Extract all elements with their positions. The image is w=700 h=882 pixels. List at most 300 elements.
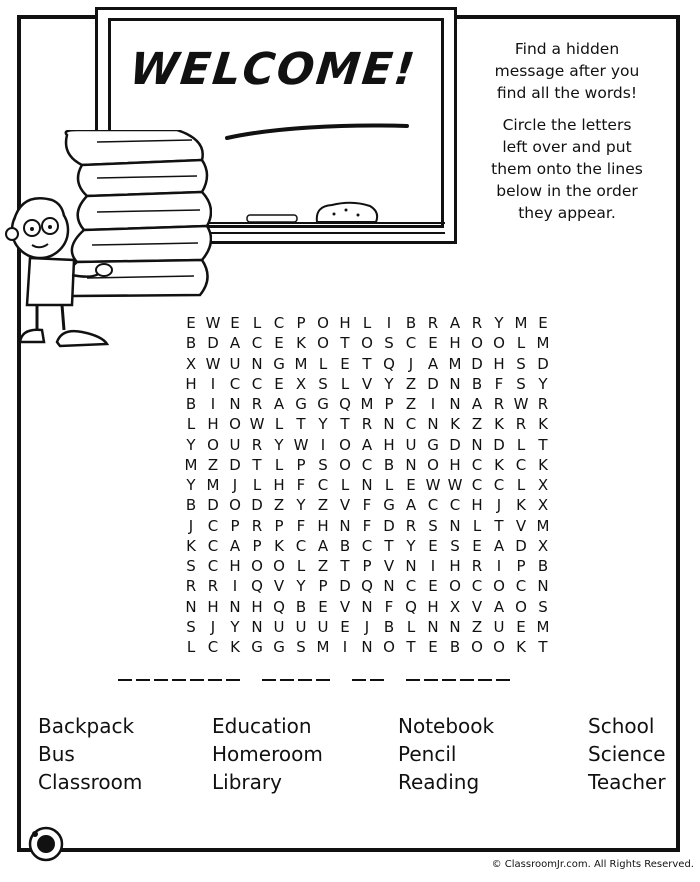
grid-letter[interactable]: X xyxy=(537,476,549,494)
grid-letter[interactable]: Y xyxy=(186,476,196,494)
grid-letter[interactable]: L xyxy=(406,617,416,636)
grid-letter[interactable]: N xyxy=(361,638,373,656)
grid-letter[interactable]: T xyxy=(362,354,372,373)
grid-letter[interactable]: H xyxy=(207,415,219,434)
grid-letter[interactable]: J xyxy=(188,516,194,535)
grid-letter[interactable]: D xyxy=(471,354,483,373)
grid-letter[interactable]: L xyxy=(362,314,372,332)
grid-letter[interactable]: L xyxy=(252,476,262,494)
grid-letter[interactable]: G xyxy=(383,496,395,515)
grid-letter[interactable]: G xyxy=(273,354,285,373)
grid-letter[interactable]: O xyxy=(383,638,395,656)
grid-letter[interactable]: M xyxy=(184,455,198,474)
grid-letter[interactable]: F xyxy=(362,516,372,535)
grid-letter[interactable]: L xyxy=(274,455,284,474)
grid-letter[interactable]: C xyxy=(295,536,307,555)
grid-letter[interactable]: A xyxy=(427,354,439,373)
answer-blank[interactable] xyxy=(136,679,150,681)
grid-letter[interactable]: R xyxy=(493,395,505,413)
grid-letter[interactable]: G xyxy=(317,395,329,413)
answer-blank[interactable] xyxy=(478,679,492,681)
grid-letter[interactable]: B xyxy=(383,617,395,636)
grid-letter[interactable]: D xyxy=(383,516,395,535)
grid-letter[interactable]: C xyxy=(361,536,373,555)
grid-letter[interactable]: O xyxy=(471,638,483,656)
grid-letter[interactable]: M xyxy=(536,617,550,636)
grid-letter[interactable]: O xyxy=(317,314,329,332)
grid-letter[interactable]: N xyxy=(449,374,461,393)
grid-letter[interactable]: Q xyxy=(339,395,351,413)
grid-letter[interactable]: C xyxy=(471,455,483,474)
grid-letter[interactable]: O xyxy=(229,415,241,434)
grid-letter[interactable]: M xyxy=(360,395,374,413)
grid-letter[interactable]: S xyxy=(516,354,526,373)
grid-letter[interactable]: K xyxy=(516,496,526,515)
grid-letter[interactable]: P xyxy=(318,577,328,596)
grid-letter[interactable]: I xyxy=(232,577,238,596)
grid-letter[interactable]: S xyxy=(516,374,526,393)
grid-letter[interactable]: X xyxy=(185,354,197,373)
grid-letter[interactable]: H xyxy=(185,374,197,393)
answer-blank[interactable] xyxy=(172,679,186,681)
answer-blank[interactable] xyxy=(208,679,222,681)
grid-letter[interactable]: D xyxy=(449,435,461,454)
answer-blank[interactable] xyxy=(226,679,240,681)
grid-letter[interactable]: J xyxy=(364,617,370,636)
grid-letter[interactable]: K xyxy=(296,334,306,353)
grid-letter[interactable]: N xyxy=(427,415,439,434)
grid-letter[interactable]: C xyxy=(515,455,527,474)
grid-letter[interactable]: O xyxy=(339,435,351,454)
grid-letter[interactable]: I xyxy=(386,314,392,332)
grid-letter[interactable]: N xyxy=(361,476,373,494)
grid-letter[interactable]: K xyxy=(538,415,548,434)
grid-letter[interactable]: U xyxy=(493,617,505,636)
grid-letter[interactable]: C xyxy=(515,577,527,596)
grid-letter[interactable]: Z xyxy=(405,395,417,413)
answer-blank[interactable] xyxy=(352,679,366,681)
answer-blank[interactable] xyxy=(460,679,474,681)
grid-letter[interactable]: U xyxy=(229,435,241,454)
grid-letter[interactable]: Y xyxy=(494,314,504,332)
grid-letter[interactable]: S xyxy=(318,455,328,474)
grid-letter[interactable]: S xyxy=(186,617,196,636)
grid-letter[interactable]: K xyxy=(274,536,284,555)
grid-letter[interactable]: R xyxy=(251,435,263,454)
grid-letter[interactable]: E xyxy=(340,354,350,373)
grid-letter[interactable]: D xyxy=(493,435,505,454)
grid-letter[interactable]: C xyxy=(207,638,219,656)
grid-letter[interactable]: B xyxy=(295,597,307,616)
grid-letter[interactable]: R xyxy=(361,415,373,434)
grid-letter[interactable]: N xyxy=(361,597,373,616)
grid-letter[interactable]: V xyxy=(471,597,483,616)
grid-letter[interactable]: W xyxy=(205,354,221,373)
grid-letter[interactable]: X xyxy=(537,496,549,515)
grid-letter[interactable]: E xyxy=(538,314,548,332)
grid-letter[interactable]: S xyxy=(538,597,548,616)
grid-letter[interactable]: P xyxy=(296,314,306,332)
grid-letter[interactable]: R xyxy=(427,314,439,332)
grid-letter[interactable]: W xyxy=(205,314,221,332)
grid-letter[interactable]: A xyxy=(229,334,241,353)
grid-letter[interactable]: C xyxy=(251,374,263,393)
grid-letter[interactable]: V xyxy=(273,577,285,596)
grid-letter[interactable]: I xyxy=(210,395,216,413)
grid-letter[interactable]: M xyxy=(536,516,550,535)
grid-letter[interactable]: T xyxy=(340,557,350,575)
grid-letter[interactable]: O xyxy=(361,334,373,353)
grid-letter[interactable]: H xyxy=(449,557,461,575)
grid-letter[interactable]: N xyxy=(449,516,461,535)
grid-letter[interactable]: K xyxy=(494,415,504,434)
grid-letter[interactable]: D xyxy=(251,496,263,515)
grid-letter[interactable]: R xyxy=(515,415,527,434)
answer-blank[interactable] xyxy=(442,679,456,681)
grid-letter[interactable]: H xyxy=(493,354,505,373)
grid-letter[interactable]: A xyxy=(471,395,483,413)
grid-letter[interactable]: U xyxy=(229,354,241,373)
grid-letter[interactable]: H xyxy=(207,597,219,616)
grid-letter[interactable]: O xyxy=(339,455,351,474)
grid-letter[interactable]: C xyxy=(207,516,219,535)
grid-letter[interactable]: C xyxy=(207,557,219,575)
grid-letter[interactable]: N xyxy=(449,395,461,413)
grid-letter[interactable]: N xyxy=(251,617,263,636)
grid-letter[interactable]: W xyxy=(249,415,265,434)
grid-letter[interactable]: L xyxy=(296,557,306,575)
grid-letter[interactable]: I xyxy=(430,395,436,413)
grid-letter[interactable]: W xyxy=(293,435,309,454)
grid-letter[interactable]: R xyxy=(471,314,483,332)
grid-letter[interactable]: L xyxy=(318,354,328,373)
grid-letter[interactable]: C xyxy=(229,374,241,393)
grid-letter[interactable]: A xyxy=(229,536,241,555)
grid-letter[interactable]: D xyxy=(427,374,439,393)
grid-letter[interactable]: U xyxy=(317,617,329,636)
grid-letter[interactable]: L xyxy=(472,516,482,535)
grid-letter[interactable]: H xyxy=(383,435,395,454)
grid-letter[interactable]: O xyxy=(251,557,263,575)
grid-letter[interactable]: C xyxy=(405,577,417,596)
grid-letter[interactable]: C xyxy=(471,577,483,596)
grid-letter[interactable]: H xyxy=(273,476,285,494)
grid-letter[interactable]: N xyxy=(229,597,241,616)
grid-letter[interactable]: M xyxy=(448,354,462,373)
grid-letter[interactable]: Z xyxy=(207,455,219,474)
grid-letter[interactable]: F xyxy=(494,374,504,393)
grid-letter[interactable]: E xyxy=(428,536,438,555)
grid-letter[interactable]: K xyxy=(494,455,504,474)
grid-letter[interactable]: X xyxy=(537,536,549,555)
grid-letter[interactable]: D xyxy=(339,577,351,596)
grid-letter[interactable]: C xyxy=(449,496,461,515)
grid-letter[interactable]: K xyxy=(186,536,196,555)
grid-letter[interactable]: T xyxy=(340,334,350,353)
grid-letter[interactable]: R xyxy=(471,557,483,575)
grid-letter[interactable]: K xyxy=(230,638,240,656)
grid-letter[interactable]: N xyxy=(405,557,417,575)
answer-blank[interactable] xyxy=(370,679,384,681)
grid-letter[interactable]: B xyxy=(185,395,197,413)
grid-letter[interactable]: A xyxy=(449,314,461,332)
grid-letter[interactable]: K xyxy=(538,455,548,474)
grid-letter[interactable]: W xyxy=(425,476,441,494)
grid-letter[interactable]: B xyxy=(185,496,197,515)
grid-letter[interactable]: P xyxy=(252,536,262,555)
grid-letter[interactable]: E xyxy=(516,617,526,636)
grid-letter[interactable]: B xyxy=(537,557,549,575)
grid-letter[interactable]: N xyxy=(537,577,549,596)
grid-letter[interactable]: R xyxy=(405,516,417,535)
grid-letter[interactable]: O xyxy=(493,334,505,353)
grid-letter[interactable]: S xyxy=(428,516,438,535)
grid-letter[interactable]: M xyxy=(206,476,220,494)
grid-letter[interactable]: E xyxy=(472,536,482,555)
grid-letter[interactable]: O xyxy=(317,334,329,353)
grid-letter[interactable]: N xyxy=(471,435,483,454)
grid-letter[interactable]: D xyxy=(515,536,527,555)
grid-letter[interactable]: C xyxy=(207,536,219,555)
grid-letter[interactable]: D xyxy=(229,455,241,474)
grid-letter[interactable]: L xyxy=(516,476,526,494)
grid-letter[interactable]: G xyxy=(251,638,263,656)
grid-letter[interactable]: S xyxy=(450,536,460,555)
grid-letter[interactable]: Y xyxy=(384,374,394,393)
grid-letter[interactable]: C xyxy=(361,455,373,474)
grid-letter[interactable]: B xyxy=(339,536,351,555)
grid-letter[interactable]: B xyxy=(185,334,197,353)
answer-blank[interactable] xyxy=(496,679,510,681)
grid-letter[interactable]: T xyxy=(538,638,548,656)
grid-letter[interactable]: I xyxy=(430,557,436,575)
grid-letter[interactable]: D xyxy=(537,354,549,373)
grid-letter[interactable]: K xyxy=(450,415,460,434)
grid-letter[interactable]: C xyxy=(317,476,329,494)
answer-blank[interactable] xyxy=(280,679,294,681)
grid-letter[interactable]: H xyxy=(449,455,461,474)
grid-letter[interactable]: N xyxy=(339,516,351,535)
grid-letter[interactable]: S xyxy=(384,334,394,353)
grid-letter[interactable]: E xyxy=(340,617,350,636)
grid-letter[interactable]: S xyxy=(318,374,328,393)
grid-letter[interactable]: F xyxy=(384,597,394,616)
grid-letter[interactable]: D xyxy=(207,496,219,515)
grid-letter[interactable]: P xyxy=(274,516,284,535)
grid-letter[interactable]: P xyxy=(384,395,394,413)
grid-letter[interactable]: Q xyxy=(405,597,417,616)
answer-blank[interactable] xyxy=(424,679,438,681)
grid-letter[interactable]: O xyxy=(449,577,461,596)
grid-letter[interactable]: C xyxy=(251,334,263,353)
grid-letter[interactable]: R xyxy=(207,577,219,596)
grid-letter[interactable]: A xyxy=(405,496,417,515)
grid-letter[interactable]: X xyxy=(295,374,307,393)
grid-letter[interactable]: Z xyxy=(273,496,285,515)
grid-letter[interactable]: E xyxy=(274,374,284,393)
grid-letter[interactable]: E xyxy=(186,314,196,332)
answer-blank[interactable] xyxy=(154,679,168,681)
grid-letter[interactable]: C xyxy=(471,476,483,494)
grid-letter[interactable]: L xyxy=(340,374,350,393)
grid-letter[interactable]: H xyxy=(339,314,351,332)
grid-letter[interactable]: F xyxy=(296,476,306,494)
grid-letter[interactable]: Y xyxy=(318,415,328,434)
grid-letter[interactable]: R xyxy=(185,577,197,596)
grid-letter[interactable]: T xyxy=(252,455,262,474)
grid-letter[interactable]: B xyxy=(471,374,483,393)
grid-letter[interactable]: C xyxy=(405,334,417,353)
grid-letter[interactable]: V xyxy=(361,374,373,393)
grid-letter[interactable]: P xyxy=(230,516,240,535)
grid-letter[interactable]: A xyxy=(361,435,373,454)
grid-letter[interactable]: Y xyxy=(296,496,306,515)
answer-blank[interactable] xyxy=(316,679,330,681)
grid-letter[interactable]: J xyxy=(496,496,502,515)
grid-letter[interactable]: I xyxy=(210,374,216,393)
grid-letter[interactable]: E xyxy=(230,314,240,332)
grid-letter[interactable]: C xyxy=(493,476,505,494)
grid-letter[interactable]: L xyxy=(186,638,196,656)
grid-letter[interactable]: L xyxy=(384,476,394,494)
grid-letter[interactable]: H xyxy=(471,496,483,515)
grid-letter[interactable]: N xyxy=(383,577,395,596)
grid-letter[interactable]: S xyxy=(296,638,306,656)
grid-letter[interactable]: Z xyxy=(317,496,329,515)
grid-letter[interactable]: Y xyxy=(538,374,548,393)
answer-blank[interactable] xyxy=(190,679,204,681)
grid-letter[interactable]: V xyxy=(383,557,395,575)
grid-letter[interactable]: T xyxy=(494,516,504,535)
grid-letter[interactable]: K xyxy=(516,638,526,656)
grid-letter[interactable]: T xyxy=(538,435,548,454)
grid-letter[interactable]: T xyxy=(340,415,350,434)
grid-letter[interactable]: H xyxy=(229,557,241,575)
grid-letter[interactable]: T xyxy=(406,638,416,656)
grid-letter[interactable]: P xyxy=(296,455,306,474)
grid-letter[interactable]: U xyxy=(295,617,307,636)
grid-letter[interactable]: A xyxy=(273,395,285,413)
grid-letter[interactable]: H xyxy=(427,597,439,616)
grid-letter[interactable]: X xyxy=(449,597,461,616)
answer-blank[interactable] xyxy=(406,679,420,681)
grid-letter[interactable]: F xyxy=(362,496,372,515)
grid-letter[interactable]: C xyxy=(405,415,417,434)
grid-letter[interactable]: O xyxy=(493,577,505,596)
grid-letter[interactable]: Y xyxy=(230,617,240,636)
grid-letter[interactable]: P xyxy=(362,557,372,575)
grid-letter[interactable]: B xyxy=(449,638,461,656)
grid-letter[interactable]: V xyxy=(339,597,351,616)
grid-letter[interactable]: B xyxy=(383,455,395,474)
grid-letter[interactable]: E xyxy=(428,638,438,656)
grid-letter[interactable]: E xyxy=(274,334,284,353)
grid-letter[interactable]: Q xyxy=(273,597,285,616)
grid-letter[interactable]: L xyxy=(274,415,284,434)
grid-letter[interactable]: I xyxy=(342,638,348,656)
answer-blank[interactable] xyxy=(118,679,132,681)
grid-letter[interactable]: Q xyxy=(251,577,263,596)
grid-letter[interactable]: O xyxy=(471,334,483,353)
grid-letter[interactable]: A xyxy=(317,536,329,555)
grid-letter[interactable]: L xyxy=(252,314,262,332)
grid-letter[interactable]: N xyxy=(229,395,241,413)
grid-letter[interactable]: A xyxy=(493,536,505,555)
grid-letter[interactable]: N xyxy=(251,354,263,373)
grid-letter[interactable]: G xyxy=(427,435,439,454)
grid-letter[interactable]: V xyxy=(515,516,527,535)
grid-letter[interactable]: R xyxy=(537,395,549,413)
answer-blank[interactable] xyxy=(262,679,276,681)
grid-letter[interactable]: M xyxy=(294,354,308,373)
grid-letter[interactable]: Z xyxy=(471,415,483,434)
grid-letter[interactable]: M xyxy=(316,638,330,656)
grid-letter[interactable]: L xyxy=(516,435,526,454)
grid-letter[interactable]: C xyxy=(273,314,285,332)
grid-letter[interactable]: N xyxy=(185,597,197,616)
grid-letter[interactable]: N xyxy=(383,415,395,434)
grid-letter[interactable]: B xyxy=(405,314,417,332)
grid-letter[interactable]: U xyxy=(405,435,417,454)
grid-letter[interactable]: G xyxy=(295,395,307,413)
grid-letter[interactable]: J xyxy=(232,476,238,494)
grid-letter[interactable]: Q xyxy=(383,354,395,373)
grid-letter[interactable]: H xyxy=(251,597,263,616)
grid-letter[interactable]: O xyxy=(515,597,527,616)
grid-letter[interactable]: O xyxy=(427,455,439,474)
grid-letter[interactable]: I xyxy=(320,435,326,454)
grid-letter[interactable]: W xyxy=(513,395,529,413)
grid-letter[interactable]: Z xyxy=(405,374,417,393)
grid-letter[interactable]: O xyxy=(493,638,505,656)
grid-letter[interactable]: N xyxy=(449,617,461,636)
answer-blank[interactable] xyxy=(298,679,312,681)
grid-letter[interactable]: R xyxy=(251,516,263,535)
grid-letter[interactable]: J xyxy=(408,354,414,373)
grid-letter[interactable]: P xyxy=(516,557,526,575)
grid-letter[interactable]: O xyxy=(207,435,219,454)
grid-letter[interactable]: V xyxy=(339,496,351,515)
grid-letter[interactable]: Z xyxy=(471,617,483,636)
grid-letter[interactable]: S xyxy=(186,557,196,575)
grid-letter[interactable]: Y xyxy=(274,435,284,454)
grid-letter[interactable]: M xyxy=(536,334,550,353)
grid-letter[interactable]: G xyxy=(273,638,285,656)
grid-letter[interactable]: E xyxy=(428,334,438,353)
grid-letter[interactable]: E xyxy=(428,577,438,596)
grid-letter[interactable]: O xyxy=(229,496,241,515)
grid-letter[interactable]: N xyxy=(405,455,417,474)
grid-letter[interactable]: L xyxy=(516,334,526,353)
grid-letter[interactable]: L xyxy=(340,476,350,494)
grid-letter[interactable]: L xyxy=(186,415,196,434)
grid-letter[interactable]: O xyxy=(273,557,285,575)
grid-letter[interactable]: Y xyxy=(296,577,306,596)
grid-letter[interactable]: Y xyxy=(186,435,196,454)
grid-letter[interactable]: T xyxy=(384,536,394,555)
grid-letter[interactable]: Y xyxy=(406,536,416,555)
grid-letter[interactable]: A xyxy=(493,597,505,616)
grid-letter[interactable]: C xyxy=(427,496,439,515)
grid-letter[interactable]: E xyxy=(318,597,328,616)
grid-letter[interactable]: U xyxy=(273,617,285,636)
grid-letter[interactable]: J xyxy=(210,617,216,636)
grid-letter[interactable]: H xyxy=(317,516,329,535)
grid-letter[interactable]: R xyxy=(251,395,263,413)
grid-letter[interactable]: E xyxy=(406,476,416,494)
grid-letter[interactable]: W xyxy=(447,476,463,494)
grid-letter[interactable]: Z xyxy=(317,557,329,575)
